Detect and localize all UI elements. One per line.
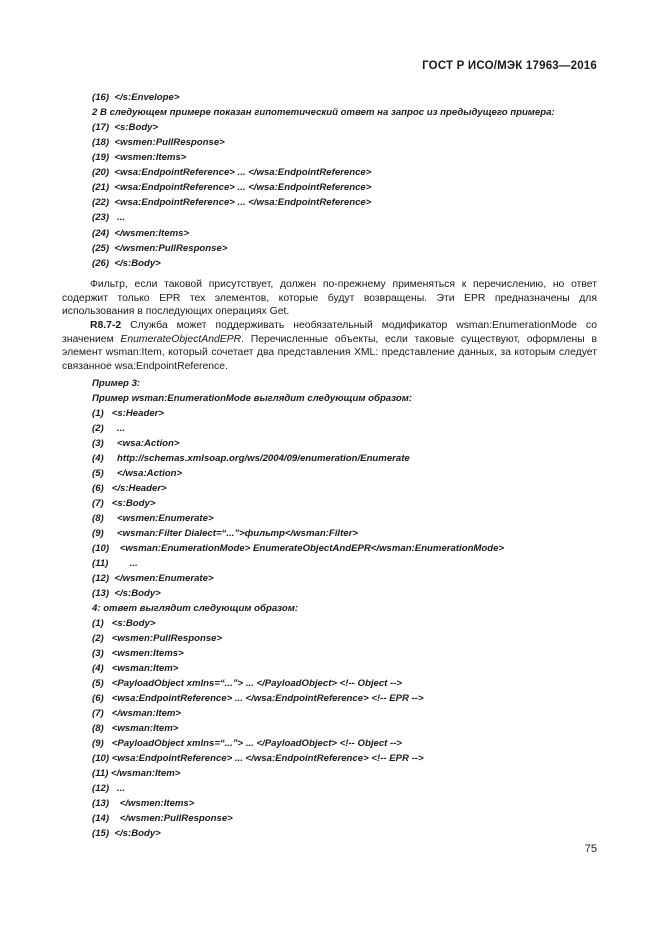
code-line: (16) </s:Envelope> bbox=[92, 92, 180, 103]
code-line: (7) <s:Body> bbox=[92, 498, 156, 509]
code-line: (21) <wsa:EndpointReference> ... </wsa:EndpointReference> bbox=[92, 182, 372, 193]
paragraph-text: . Перечисленные объекты, если таковые существуют, оформлены в элемент wsman:Item, который сочетает два представления XML: представление данных, за которым следует связанное wsa:EndpointReference. bbox=[62, 333, 597, 372]
code-line: (12) ... bbox=[92, 783, 126, 794]
code-line: (2) ... bbox=[92, 423, 126, 434]
emphasis-text: EnumerateObjectAndEPR bbox=[120, 333, 242, 345]
code-line: (9) <PayloadObject xmlns=“...”> ... </PayloadObject> <!-- Object --> bbox=[92, 738, 403, 749]
paragraph-text: Служба может поддерживать необязательный модификатор wsman:EnumerationMode со значением bbox=[62, 320, 597, 345]
example-caption: 2 В следующем примере показан гипотетический ответ на запрос из предыдущего примера: bbox=[92, 107, 555, 118]
code-line: (14) </wsmen:PullResponse> bbox=[92, 813, 233, 824]
page-number: 75 bbox=[584, 843, 597, 855]
code-line: (9) <wsman:Filter Dialect=“...”>фильтр</wsman:Filter> bbox=[92, 528, 358, 539]
code-line: (4) <wsman:Item> bbox=[92, 663, 179, 674]
code-line: (3) <wsa:Action> bbox=[92, 438, 180, 449]
code-line: (26) </s:Body> bbox=[92, 258, 161, 269]
code-line: (10) <wsman:EnumerationMode> EnumerateObjectAndEPR</wsman:EnumerationMode> bbox=[92, 543, 505, 554]
code-line: (6) <wsa:EndpointReference> ... </wsa:EndpointReference> <!-- EPR --> bbox=[92, 693, 424, 704]
requirement-paragraph bbox=[62, 319, 597, 373]
code-line: (24) </wsmen:Items> bbox=[92, 228, 190, 239]
code-line: (7) </wsman:Item> bbox=[92, 708, 182, 719]
paragraph-text: Фильтр, если таковой присутствует, должен по-прежнему применяться к перечислению, но ответ содержит только EPR тех элементов, которые будут возвращены. Эти EPR предназначены для использования в последующих операциях Get. bbox=[62, 279, 597, 317]
code-line: (3) <wsmen:Items> bbox=[92, 648, 184, 659]
code-line: (18) <wsmen:PullResponse> bbox=[92, 137, 225, 148]
code-line: (5) <PayloadObject xmlns=“...”> ... </PayloadObject> <!-- Object --> bbox=[92, 678, 403, 689]
code-line: (15) </s:Body> bbox=[92, 828, 161, 839]
example-caption: 4: ответ выглядит следующим образом: bbox=[92, 603, 299, 614]
code-line: (23) ... bbox=[92, 212, 126, 223]
document-header: ГОСТ Р ИСО/МЭК 17963—2016 bbox=[422, 60, 597, 72]
code-line: (12) </wsmen:Enumerate> bbox=[92, 573, 214, 584]
code-line: (8) <wsmen:Enumerate> bbox=[92, 513, 214, 524]
code-line: (2) <wsmen:PullResponse> bbox=[92, 633, 223, 644]
code-line: (11) </wsman:Item> bbox=[92, 768, 181, 779]
code-line: (4) http://schemas.xmlsoap.org/ws/2004/09/enumeration/Enumerate bbox=[92, 453, 410, 464]
code-line: (1) <s:Header> bbox=[92, 408, 164, 419]
code-line: (5) </wsa:Action> bbox=[92, 468, 183, 479]
requirement-label: R8.7-2 bbox=[90, 320, 122, 331]
code-line: (22) <wsa:EndpointReference> ... </wsa:EndpointReference> bbox=[92, 197, 372, 208]
code-line: (8) <wsman:Item> bbox=[92, 723, 179, 734]
code-line: (13) </wsmen:Items> bbox=[92, 798, 195, 809]
example-caption: Пример 3: bbox=[92, 378, 141, 389]
code-line: (25) </wsmen:PullResponse> bbox=[92, 243, 228, 254]
code-line: (10) <wsa:EndpointReference> ... </wsa:EndpointReference> <!-- EPR --> bbox=[92, 753, 424, 764]
code-line: (11) ... bbox=[92, 558, 138, 569]
code-line: (6) </s:Header> bbox=[92, 483, 167, 494]
code-line: (17) <s:Body> bbox=[92, 122, 159, 133]
body-paragraph bbox=[62, 278, 597, 319]
code-line: (13) </s:Body> bbox=[92, 588, 161, 599]
code-line: (19) <wsmen:Items> bbox=[92, 152, 187, 163]
example-caption: Пример wsman:EnumerationMode выглядит следующим образом: bbox=[92, 393, 413, 404]
code-line: (1) <s:Body> bbox=[92, 618, 156, 629]
code-line: (20) <wsa:EndpointReference> ... </wsa:EndpointReference> bbox=[92, 167, 372, 178]
